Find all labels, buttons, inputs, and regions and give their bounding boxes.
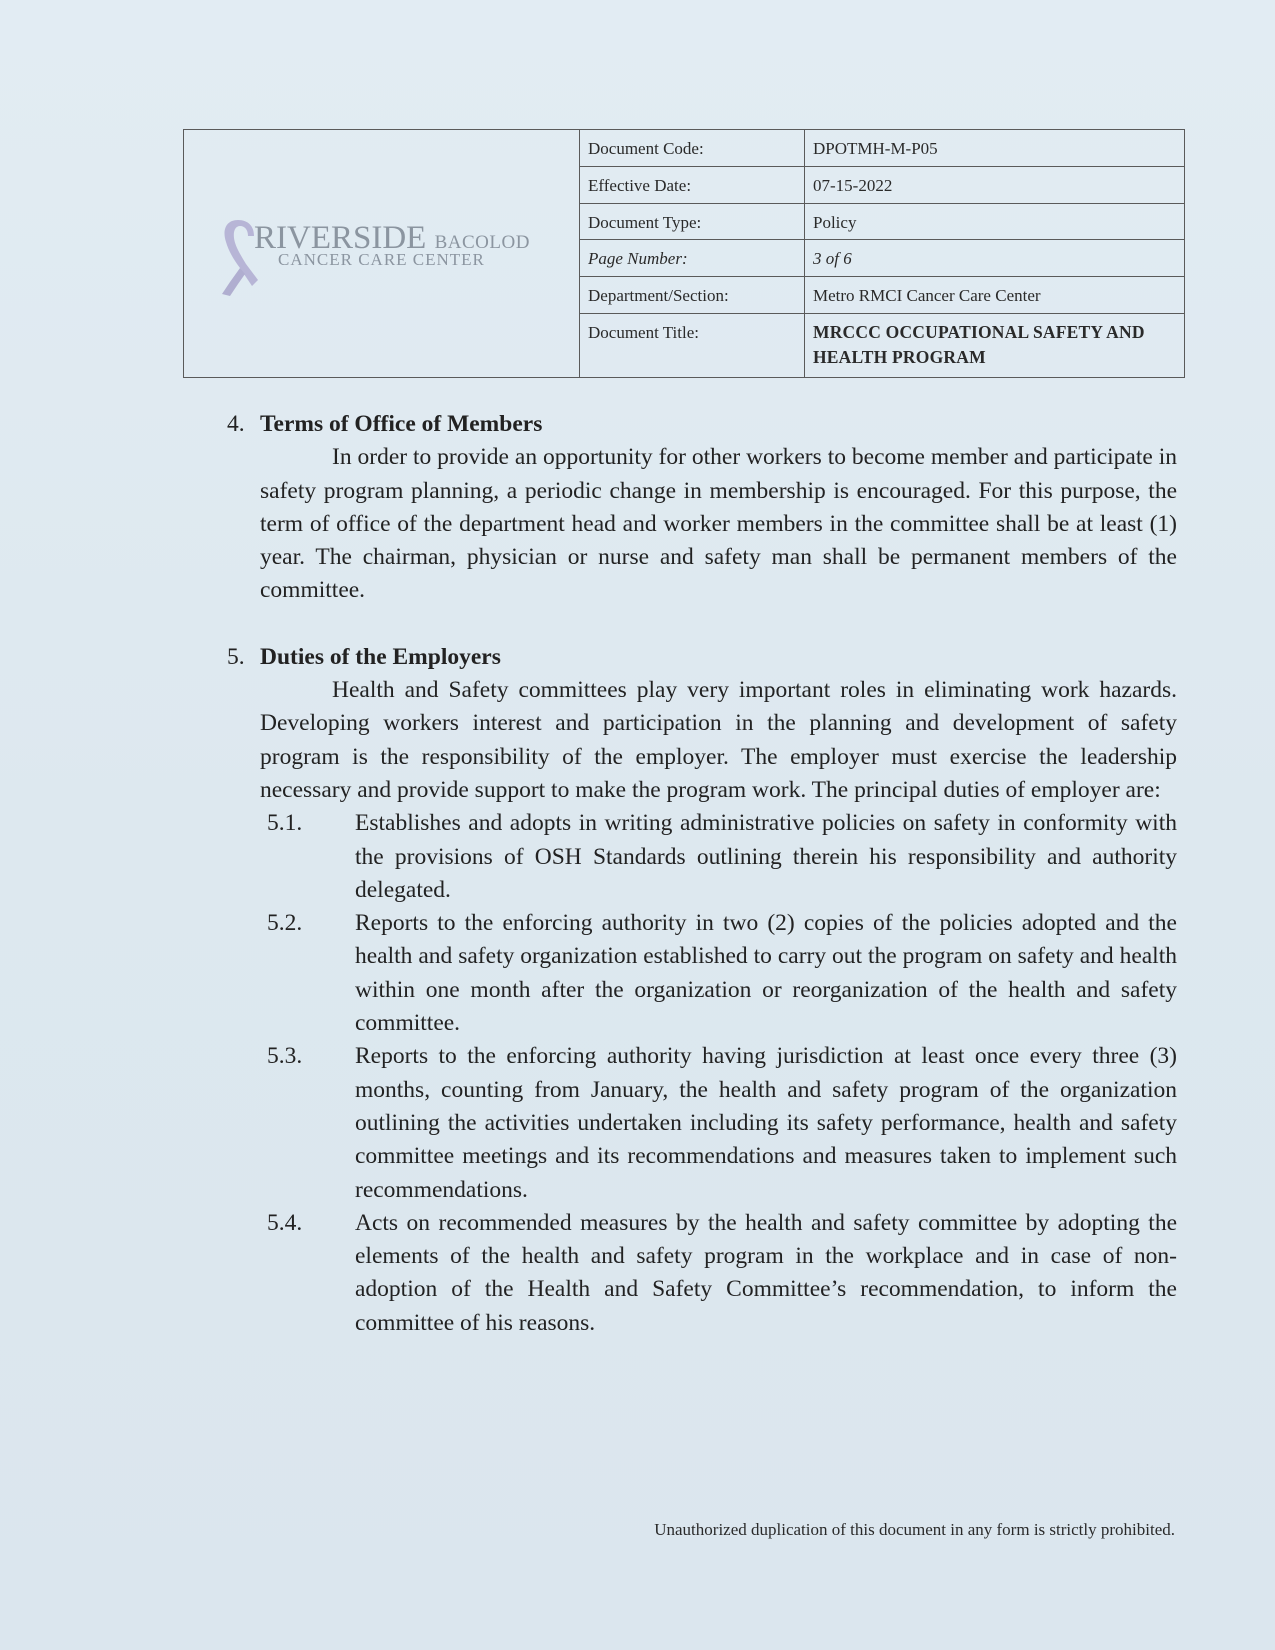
effective-date-label: Effective Date:: [580, 167, 805, 204]
logo-cell: [184, 130, 580, 377]
list-item-number: 5.3.: [267, 1043, 303, 1070]
document-title-label: Document Title:: [580, 314, 805, 377]
document-title-value: MRCCC OCCUPATIONAL SAFETY AND HEALTH PROGRAM: [813, 322, 1145, 367]
list-item-number: 5.2.: [267, 910, 303, 937]
list-item: [267, 1040, 1177, 1206]
section-heading: [227, 641, 1177, 674]
riverside-logo: [218, 216, 530, 298]
list-item-text: Establishes and adopts in writing administrative policies on safety in conformity with the provisions of OSH Standards outlining therein his responsibility and authority delegated.: [355, 810, 1177, 903]
section-title: Duties of the Employers: [260, 643, 501, 670]
logo-name-main: RIVERSIDE: [254, 220, 427, 256]
document-code-label: Document Code:: [580, 130, 805, 167]
section-number: 5.: [227, 643, 245, 670]
department-label: Department/Section:: [580, 277, 805, 314]
document-type-label: Document Type:: [580, 204, 805, 240]
list-item-number: 5.4.: [267, 1209, 303, 1236]
list-item-text: Acts on recommended measures by the health and safety committee by adopting the elements of the health and safety program in the workplace and in case of non-adoption of the Health and Safety Committee’s recommendation, to inform the committee of his reasons.: [355, 1209, 1177, 1336]
section-duties-of-employers: [227, 641, 1177, 1340]
document-code-value: DPOTMH-M-P05: [805, 130, 1184, 167]
list-item-text: Reports to the enforcing authority in two (2) copies of the policies adopted and the health and safety organization established to carry out the program on safety and health within one month after the organization or reorganization of the health and safety committee.: [355, 910, 1177, 1037]
list-item: [267, 1207, 1177, 1340]
section-title: Terms of Office of Members: [260, 411, 543, 437]
section-terms-of-office: [227, 408, 1177, 608]
section-number: 4.: [227, 411, 245, 437]
document-header-table: [183, 129, 1185, 378]
list-item-text: Reports to the enforcing authority having jurisdiction at least once every three (3) months, counting from January, the health and safety program of the organization outlining the activities undertaken including its safety performance, health and safety committee meetings and its recommendations and measures taken to implement such recommendations.: [355, 1043, 1177, 1203]
department-value: Metro RMCI Cancer Care Center: [805, 277, 1184, 314]
logo-subtitle: CANCER CARE CENTER: [278, 250, 485, 269]
list-item: [267, 907, 1177, 1040]
list-item-number: 5.1.: [267, 810, 303, 837]
page-number-value: 3 of 6: [805, 240, 1184, 277]
section-paragraph: In order to provide an opportunity for other workers to become member and participate in safety program planning, a periodic change in membership is encouraged. For this purpose, the term of office of the department head and worker members in the committee shall be at least (1) year. The chairman, physician or nurse and safety man shall be permanent members of the committee.: [260, 444, 1177, 604]
section-paragraph: Health and Safety committees play very important roles in eliminating work hazards. Developing workers interest and participation in the planning and development of safety program is the responsibility of the employer. The employer must exercise the leadership necessary and provide support to make the program work. The principal duties of employer are:: [260, 677, 1177, 803]
section-heading: [227, 408, 1177, 441]
document-type-value: Policy: [805, 204, 1184, 240]
document-meta-grid: [580, 130, 1184, 377]
logo-name-small: BACOLOD: [434, 232, 530, 253]
page-number-label: Page Number:: [580, 240, 805, 277]
document-body: [227, 408, 1177, 1340]
footer-notice: Unauthorized duplication of this document in any form is strictly prohibited.: [654, 1520, 1175, 1539]
effective-date-value: 07-15-2022: [805, 167, 1184, 204]
list-item: [267, 807, 1177, 907]
logo-text: [254, 222, 530, 268]
